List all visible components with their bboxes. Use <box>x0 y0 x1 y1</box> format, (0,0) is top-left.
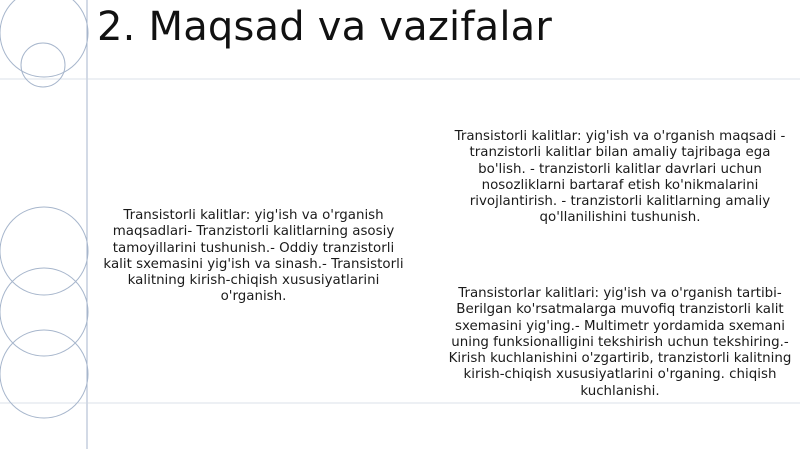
lower-circle-3 <box>0 330 88 418</box>
top-small-circle <box>21 43 65 87</box>
text-block-goals: Transistorli kalitlar: yig'ish va o'rganish maqsadlari- Tranzistorli kalitlarning asosiy tamoyillarini tushunish.- Oddiy tranzistorli kalit sxemasini yig'ish va sinash.- Transistorli kalitning kirish-chiqish xususiyatlarini o'rganish. <box>103 208 404 305</box>
slide-title: 2. Maqsad va vazifalar <box>97 4 553 50</box>
text-block-procedure: Transistorlar kalitlari: yig'ish va o'rganish tartibi- Berilgan ko'rsatmalarga muvofiq tranzistorli kalit sxemasini yig'ing.- Multimetr yordamida sxemani uning funksionalligini tekshirish uchun tekshiring.- Kirish kuchlanishini o'zgartirib, tranzistorli kalitning kirish-chiqish xususiyatlarini o'rganing. chiqish kuchlanishi. <box>448 286 792 399</box>
top-large-circle <box>0 0 88 77</box>
lower-circle-1 <box>0 207 88 295</box>
text-block-purpose: Transistorli kalitlar: yig'ish va o'rganish maqsadi - tranzistorli kalitlar bilan amaliy tajribaga ega bo'lish. - tranzistorli kalitlar davrlari uchun nosozliklarni bartaraf etish ko'nikmalarini rivojlantirish. - tranzistorli kalitlarning amaliy qo'llanilishini tushunish. <box>454 129 786 226</box>
